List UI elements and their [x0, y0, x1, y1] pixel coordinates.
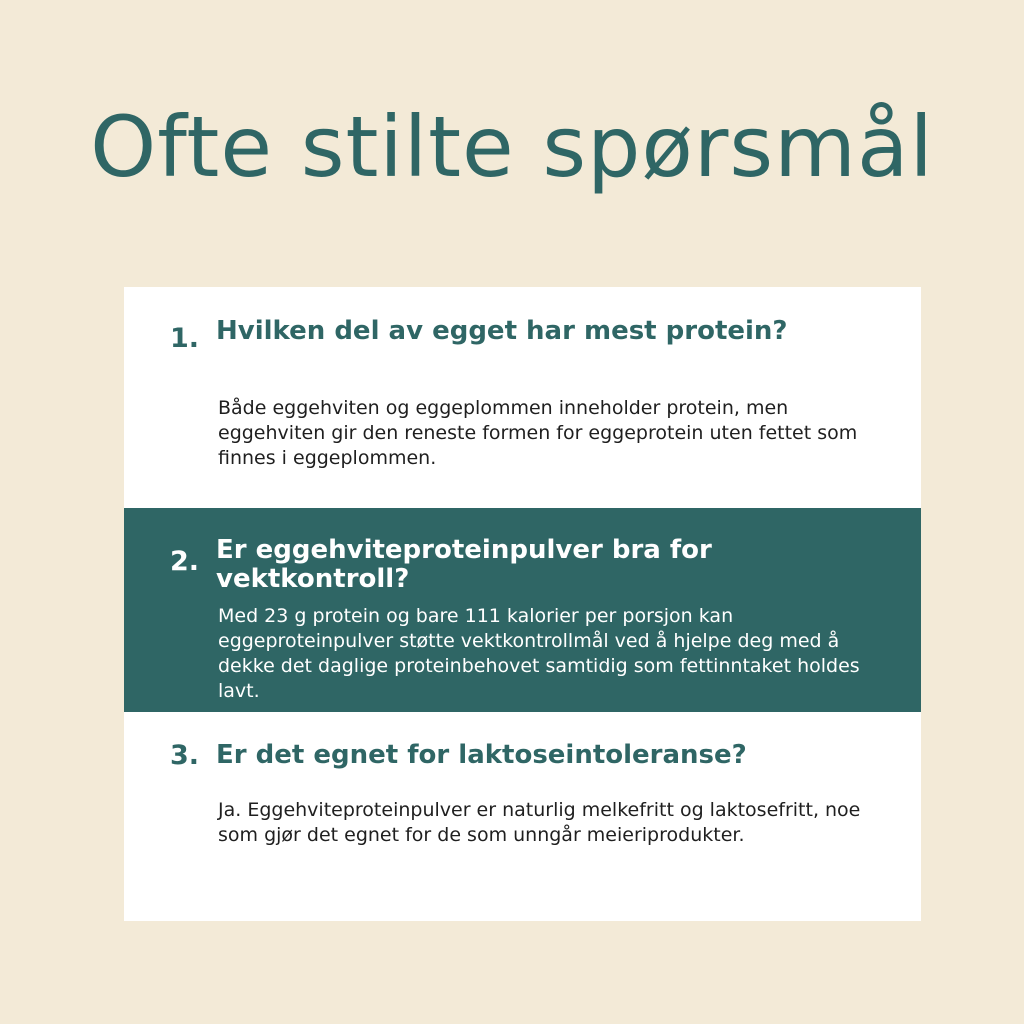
faq-item-2: [124, 508, 921, 712]
faq-answer: Med 23 g protein og bare 111 kalorier per porsjon kan eggeproteinpulver støtte vektkontrollmål ved å hjelpe deg med å dekke det daglige proteinbehovet samtidig som fettinntaket holdes lavt.: [218, 605, 860, 702]
faq-answer: Ja. Eggehviteproteinpulver er naturlig melkefritt og laktosefritt, noe som gjør det egnet for de som unngår meieriprodukter.: [218, 799, 861, 846]
faq-question: Er eggehviteproteinpulver bra for vektkontroll?: [216, 535, 712, 594]
faq-card: [124, 287, 921, 921]
faq-answer: Både eggehviten og eggeplommen inneholder protein, men eggehviten gir den reneste formen for eggeprotein uten fettet som finnes i eggeplommen.: [218, 397, 858, 469]
faq-question: Er det egnet for laktoseintoleranse?: [216, 740, 747, 770]
faq-item-3: [124, 712, 921, 921]
faq-number: 1.: [170, 323, 200, 354]
faq-item-1: [124, 287, 921, 508]
faq-number: 2.: [170, 546, 200, 577]
faq-question: Hvilken del av egget har mest protein?: [216, 316, 788, 346]
page-title: Ofte stilte spørsmål: [90, 98, 934, 196]
faq-number: 3.: [170, 740, 200, 771]
